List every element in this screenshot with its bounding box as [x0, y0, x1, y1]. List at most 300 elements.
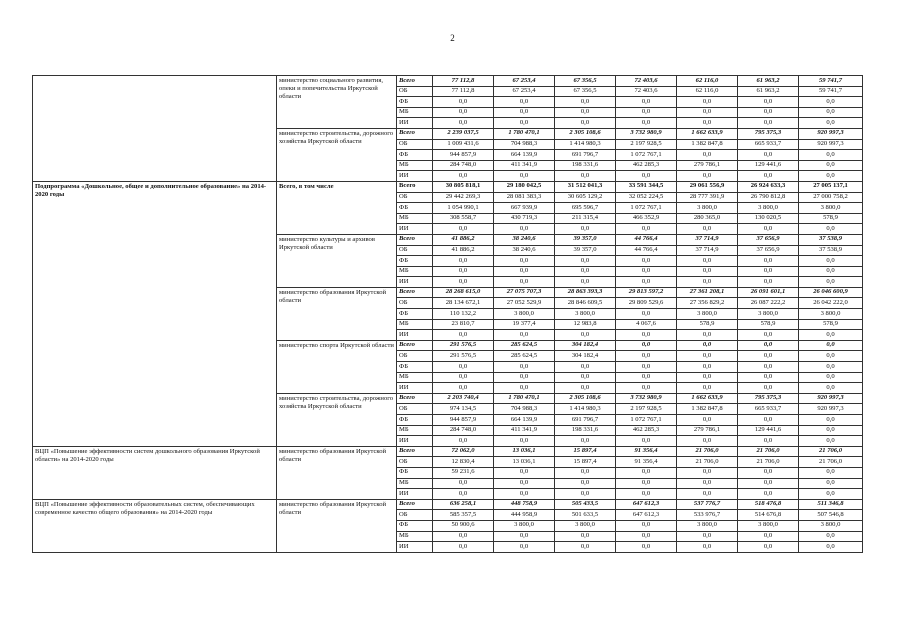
funding-source-cell: Всего	[397, 499, 433, 510]
amount-cell: 0,0	[555, 330, 616, 341]
amount-cell: 67 356,5	[555, 76, 616, 87]
amount-cell: 0,0	[677, 224, 738, 235]
funding-source-cell: ФБ	[397, 97, 433, 108]
amount-cell: 1 414 980,3	[555, 404, 616, 415]
funding-source-cell: ФБ	[397, 203, 433, 214]
amount-cell: 3 800,0	[677, 520, 738, 531]
amount-cell: 0,0	[799, 415, 863, 426]
amount-cell: 29 809 529,6	[616, 298, 677, 309]
funding-source-cell: ФБ	[397, 150, 433, 161]
amount-cell: 0,0	[616, 97, 677, 108]
amount-cell: 0,0	[677, 150, 738, 161]
amount-cell: 1 780 470,1	[494, 393, 555, 404]
amount-cell: 0,0	[555, 436, 616, 447]
amount-cell: 462 285,3	[616, 160, 677, 171]
amount-cell: 28 134 672,1	[433, 298, 494, 309]
amount-cell: 21 706,0	[799, 446, 863, 457]
amount-cell: 3 800,0	[494, 309, 555, 320]
amount-cell: 0,0	[616, 478, 677, 489]
amount-cell: 0,0	[677, 478, 738, 489]
program-name-cell: ВЦП «Повышение эффективности систем дошкольного образования Иркутской области» на 2014-2020 годы	[33, 446, 277, 499]
executor-name-cell: министерство строительства, дорожного хозяйства Иркутской области	[277, 393, 397, 446]
amount-cell: 27 356 829,2	[677, 298, 738, 309]
amount-cell: 0,0	[738, 150, 799, 161]
amount-cell: 0,0	[677, 97, 738, 108]
amount-cell: 26 790 812,8	[738, 192, 799, 203]
amount-cell: 0,0	[616, 309, 677, 320]
funding-source-cell: МБ	[397, 213, 433, 224]
amount-cell: 41 886,2	[433, 245, 494, 256]
amount-cell: 3 732 980,9	[616, 393, 677, 404]
amount-cell: 0,0	[799, 531, 863, 542]
funding-source-cell: ФБ	[397, 520, 433, 531]
amount-cell: 0,0	[738, 330, 799, 341]
funding-source-cell: ОБ	[397, 86, 433, 97]
amount-cell: 30 605 129,2	[555, 192, 616, 203]
amount-cell: 444 958,9	[494, 510, 555, 521]
table-row	[33, 181, 863, 192]
amount-cell: 39 357,0	[555, 245, 616, 256]
funding-source-cell: ОБ	[397, 192, 433, 203]
funding-source-cell: МБ	[397, 478, 433, 489]
amount-cell: 585 357,5	[433, 510, 494, 521]
amount-cell: 0,0	[738, 97, 799, 108]
amount-cell: 0,0	[738, 415, 799, 426]
funding-source-cell: ИИ	[397, 542, 433, 553]
amount-cell: 27 361 208,1	[677, 287, 738, 298]
amount-cell: 0,0	[677, 383, 738, 394]
amount-cell: 2 239 037,5	[433, 128, 494, 139]
amount-cell: 0,0	[494, 330, 555, 341]
amount-cell: 77 112,8	[433, 76, 494, 87]
amount-cell: 38 240,6	[494, 234, 555, 245]
amount-cell: 507 546,8	[799, 510, 863, 521]
funding-source-cell: ОБ	[397, 298, 433, 309]
amount-cell: 0,0	[433, 542, 494, 553]
amount-cell: 0,0	[433, 224, 494, 235]
amount-cell: 291 576,5	[433, 351, 494, 362]
amount-cell: 0,0	[555, 362, 616, 373]
funding-source-cell: ОБ	[397, 457, 433, 468]
amount-cell: 0,0	[738, 277, 799, 288]
amount-cell: 0,0	[677, 171, 738, 182]
funding-source-cell: Всего	[397, 446, 433, 457]
amount-cell: 0,0	[677, 340, 738, 351]
amount-cell: 21 706,0	[738, 446, 799, 457]
amount-cell: 0,0	[799, 266, 863, 277]
amount-cell: 0,0	[555, 118, 616, 129]
funding-source-cell: Всего	[397, 76, 433, 87]
amount-cell: 0,0	[616, 224, 677, 235]
amount-cell: 13 036,1	[494, 446, 555, 457]
table-row	[33, 76, 863, 87]
funding-source-cell: ФБ	[397, 309, 433, 320]
amount-cell: 130 020,5	[738, 213, 799, 224]
amount-cell: 32 052 224,5	[616, 192, 677, 203]
funding-source-cell: ИИ	[397, 489, 433, 500]
amount-cell: 664 139,9	[494, 415, 555, 426]
amount-cell: 0,0	[677, 266, 738, 277]
amount-cell: 0,0	[616, 489, 677, 500]
amount-cell: 285 624,5	[494, 340, 555, 351]
funding-source-cell: ИИ	[397, 436, 433, 447]
funding-source-cell: МБ	[397, 531, 433, 542]
amount-cell: 0,0	[616, 118, 677, 129]
amount-cell: 0,0	[738, 372, 799, 383]
amount-cell: 0,0	[433, 171, 494, 182]
amount-cell: 1 072 767,1	[616, 203, 677, 214]
amount-cell: 37 656,9	[738, 234, 799, 245]
funding-source-cell: ИИ	[397, 171, 433, 182]
amount-cell: 28 268 615,0	[433, 287, 494, 298]
amount-cell: 0,0	[555, 97, 616, 108]
amount-cell: 0,0	[616, 256, 677, 267]
program-name-cell: Подпрограмма «Дошкольное, общее и дополнительное образование» на 2014-2020 годы	[33, 181, 277, 446]
amount-cell: 2 305 108,6	[555, 128, 616, 139]
amount-cell: 308 558,7	[433, 213, 494, 224]
amount-cell: 0,0	[616, 351, 677, 362]
budget-table	[32, 75, 863, 553]
amount-cell: 62 116,0	[677, 86, 738, 97]
amount-cell: 62 116,0	[677, 76, 738, 87]
amount-cell: 33 591 344,5	[616, 181, 677, 192]
amount-cell: 0,0	[433, 118, 494, 129]
amount-cell: 0,0	[799, 118, 863, 129]
amount-cell: 0,0	[616, 542, 677, 553]
amount-cell: 0,0	[677, 330, 738, 341]
amount-cell: 0,0	[616, 277, 677, 288]
amount-cell: 0,0	[799, 425, 863, 436]
amount-cell: 129 441,6	[738, 160, 799, 171]
amount-cell: 0,0	[494, 372, 555, 383]
amount-cell: 0,0	[799, 383, 863, 394]
amount-cell: 665 933,7	[738, 139, 799, 150]
amount-cell: 198 331,6	[555, 160, 616, 171]
funding-source-cell: ФБ	[397, 467, 433, 478]
amount-cell: 15 897,4	[555, 457, 616, 468]
amount-cell: 537 776,7	[677, 499, 738, 510]
amount-cell: 37 538,9	[799, 234, 863, 245]
amount-cell: 59 231,6	[433, 467, 494, 478]
amount-cell: 0,0	[738, 467, 799, 478]
amount-cell: 466 352,9	[616, 213, 677, 224]
amount-cell: 0,0	[494, 467, 555, 478]
amount-cell: 647 612,3	[616, 510, 677, 521]
amount-cell: 0,0	[738, 489, 799, 500]
amount-cell: 21 706,0	[738, 457, 799, 468]
table-row	[33, 446, 863, 457]
amount-cell: 0,0	[677, 531, 738, 542]
amount-cell: 72 062,0	[433, 446, 494, 457]
amount-cell: 0,0	[616, 266, 677, 277]
amount-cell: 704 988,3	[494, 404, 555, 415]
amount-cell: 0,0	[555, 467, 616, 478]
funding-source-cell: Всего	[397, 287, 433, 298]
amount-cell: 3 800,0	[555, 309, 616, 320]
amount-cell: 0,0	[677, 542, 738, 553]
amount-cell: 285 624,5	[494, 351, 555, 362]
amount-cell: 1 414 980,3	[555, 139, 616, 150]
amount-cell: 0,0	[494, 542, 555, 553]
amount-cell: 0,0	[738, 531, 799, 542]
amount-cell: 26 091 601,1	[738, 287, 799, 298]
amount-cell: 0,0	[555, 531, 616, 542]
amount-cell: 0,0	[433, 266, 494, 277]
amount-cell: 72 403,6	[616, 76, 677, 87]
amount-cell: 3 800,0	[738, 520, 799, 531]
amount-cell: 0,0	[677, 362, 738, 373]
amount-cell: 0,0	[433, 531, 494, 542]
amount-cell: 695 596,7	[555, 203, 616, 214]
amount-cell: 0,0	[433, 489, 494, 500]
amount-cell: 77 112,8	[433, 86, 494, 97]
amount-cell: 0,0	[799, 97, 863, 108]
amount-cell: 0,0	[616, 531, 677, 542]
amount-cell: 411 341,9	[494, 425, 555, 436]
amount-cell: 533 976,7	[677, 510, 738, 521]
amount-cell: 3 800,0	[494, 520, 555, 531]
amount-cell: 0,0	[616, 340, 677, 351]
amount-cell: 578,9	[799, 319, 863, 330]
amount-cell: 0,0	[494, 266, 555, 277]
amount-cell: 28 846 609,5	[555, 298, 616, 309]
funding-source-cell: ИИ	[397, 224, 433, 235]
amount-cell: 67 253,4	[494, 86, 555, 97]
amount-cell: 50 900,6	[433, 520, 494, 531]
amount-cell: 0,0	[799, 467, 863, 478]
amount-cell: 15 897,4	[555, 446, 616, 457]
amount-cell: 920 997,3	[799, 139, 863, 150]
amount-cell: 0,0	[799, 224, 863, 235]
amount-cell: 1 662 633,9	[677, 393, 738, 404]
amount-cell: 0,0	[738, 542, 799, 553]
amount-cell: 31 512 041,3	[555, 181, 616, 192]
amount-cell: 39 357,0	[555, 234, 616, 245]
amount-cell: 3 800,0	[738, 309, 799, 320]
amount-cell: 0,0	[616, 436, 677, 447]
amount-cell: 578,9	[799, 213, 863, 224]
amount-cell: 280 365,0	[677, 213, 738, 224]
funding-source-cell: ОБ	[397, 245, 433, 256]
amount-cell: 0,0	[799, 330, 863, 341]
amount-cell: 647 612,3	[616, 499, 677, 510]
amount-cell: 21 706,0	[799, 457, 863, 468]
program-name-cell	[33, 76, 277, 182]
amount-cell: 4 067,6	[616, 319, 677, 330]
amount-cell: 0,0	[799, 542, 863, 553]
funding-source-cell: МБ	[397, 160, 433, 171]
amount-cell: 284 748,0	[433, 160, 494, 171]
amount-cell: 691 796,7	[555, 150, 616, 161]
amount-cell: 0,0	[494, 362, 555, 373]
amount-cell: 0,0	[616, 107, 677, 118]
amount-cell: 0,0	[433, 436, 494, 447]
amount-cell: 3 800,0	[799, 203, 863, 214]
amount-cell: 0,0	[433, 107, 494, 118]
amount-cell: 59 741,7	[799, 76, 863, 87]
amount-cell: 0,0	[738, 171, 799, 182]
amount-cell: 27 000 758,2	[799, 192, 863, 203]
amount-cell: 1 054 990,1	[433, 203, 494, 214]
executor-name-cell: министерство спорта Иркутской области	[277, 340, 397, 393]
amount-cell: 0,0	[677, 277, 738, 288]
amount-cell: 691 796,7	[555, 415, 616, 426]
amount-cell: 0,0	[799, 107, 863, 118]
amount-cell: 0,0	[738, 256, 799, 267]
amount-cell: 920 997,3	[799, 393, 863, 404]
amount-cell: 0,0	[738, 107, 799, 118]
amount-cell: 0,0	[738, 118, 799, 129]
amount-cell: 91 356,4	[616, 446, 677, 457]
amount-cell: 0,0	[799, 362, 863, 373]
amount-cell: 0,0	[494, 224, 555, 235]
amount-cell: 0,0	[616, 520, 677, 531]
amount-cell: 279 786,1	[677, 160, 738, 171]
amount-cell: 0,0	[616, 383, 677, 394]
amount-cell: 0,0	[616, 362, 677, 373]
amount-cell: 28 081 383,3	[494, 192, 555, 203]
amount-cell: 704 988,3	[494, 139, 555, 150]
amount-cell: 944 857,9	[433, 150, 494, 161]
amount-cell: 91 356,4	[616, 457, 677, 468]
amount-cell: 12 983,8	[555, 319, 616, 330]
funding-source-cell: Всего	[397, 393, 433, 404]
amount-cell: 304 182,4	[555, 351, 616, 362]
amount-cell: 2 197 928,5	[616, 404, 677, 415]
amount-cell: 0,0	[494, 531, 555, 542]
amount-cell: 0,0	[799, 340, 863, 351]
amount-cell: 27 052 529,9	[494, 298, 555, 309]
amount-cell: 1 382 847,8	[677, 404, 738, 415]
amount-cell: 291 576,5	[433, 340, 494, 351]
amount-cell: 21 706,0	[677, 457, 738, 468]
funding-source-cell: МБ	[397, 107, 433, 118]
amount-cell: 0,0	[555, 107, 616, 118]
funding-source-cell: МБ	[397, 425, 433, 436]
amount-cell: 61 963,2	[738, 76, 799, 87]
funding-source-cell: МБ	[397, 266, 433, 277]
amount-cell: 44 766,4	[616, 245, 677, 256]
amount-cell: 0,0	[677, 256, 738, 267]
amount-cell: 0,0	[799, 150, 863, 161]
amount-cell: 920 997,3	[799, 404, 863, 415]
amount-cell: 0,0	[433, 362, 494, 373]
amount-cell: 1 072 767,1	[616, 415, 677, 426]
amount-cell: 12 830,4	[433, 457, 494, 468]
amount-cell: 578,9	[677, 319, 738, 330]
amount-cell: 0,0	[738, 224, 799, 235]
amount-cell: 28 777 391,9	[677, 192, 738, 203]
amount-cell: 72 403,6	[616, 86, 677, 97]
amount-cell: 0,0	[616, 330, 677, 341]
amount-cell: 0,0	[799, 436, 863, 447]
amount-cell: 1 662 633,9	[677, 128, 738, 139]
amount-cell: 0,0	[433, 256, 494, 267]
executor-name-cell: министерство образования Иркутской области	[277, 446, 397, 499]
amount-cell: 0,0	[677, 351, 738, 362]
amount-cell: 0,0	[555, 224, 616, 235]
amount-cell: 23 810,7	[433, 319, 494, 330]
amount-cell: 974 134,5	[433, 404, 494, 415]
amount-cell: 26 042 222,0	[799, 298, 863, 309]
amount-cell: 2 305 108,6	[555, 393, 616, 404]
amount-cell: 29 442 269,3	[433, 192, 494, 203]
amount-cell: 61 963,2	[738, 86, 799, 97]
amount-cell: 0,0	[555, 542, 616, 553]
amount-cell: 30 805 818,1	[433, 181, 494, 192]
amount-cell: 26 046 600,9	[799, 287, 863, 298]
amount-cell: 0,0	[677, 467, 738, 478]
amount-cell: 505 433,5	[555, 499, 616, 510]
amount-cell: 578,9	[738, 319, 799, 330]
amount-cell: 0,0	[616, 467, 677, 478]
amount-cell: 44 766,4	[616, 234, 677, 245]
amount-cell: 19 377,4	[494, 319, 555, 330]
amount-cell: 511 346,8	[799, 499, 863, 510]
amount-cell: 26 924 633,3	[738, 181, 799, 192]
funding-source-cell: ФБ	[397, 362, 433, 373]
amount-cell: 13 036,1	[494, 457, 555, 468]
funding-source-cell: ФБ	[397, 415, 433, 426]
amount-cell: 0,0	[433, 277, 494, 288]
amount-cell: 37 714,9	[677, 245, 738, 256]
amount-cell: 26 087 222,2	[738, 298, 799, 309]
amount-cell: 1 382 847,8	[677, 139, 738, 150]
executor-name-cell: министерство образования Иркутской области	[277, 287, 397, 340]
amount-cell: 41 886,2	[433, 234, 494, 245]
amount-cell: 0,0	[555, 478, 616, 489]
page-number: 2	[450, 33, 455, 43]
funding-source-cell: Всего	[397, 234, 433, 245]
funding-source-cell: ФБ	[397, 256, 433, 267]
amount-cell: 0,0	[738, 266, 799, 277]
amount-cell: 0,0	[677, 107, 738, 118]
amount-cell: 3 800,0	[555, 520, 616, 531]
amount-cell: 0,0	[555, 256, 616, 267]
amount-cell: 0,0	[738, 340, 799, 351]
funding-source-cell: Всего	[397, 181, 433, 192]
amount-cell: 411 341,9	[494, 160, 555, 171]
budget-table-body	[33, 76, 863, 553]
amount-cell: 0,0	[555, 266, 616, 277]
amount-cell: 636 258,1	[433, 499, 494, 510]
amount-cell: 2 197 928,5	[616, 139, 677, 150]
amount-cell: 0,0	[677, 489, 738, 500]
amount-cell: 2 203 740,4	[433, 393, 494, 404]
amount-cell: 0,0	[738, 478, 799, 489]
amount-cell: 0,0	[799, 372, 863, 383]
amount-cell: 0,0	[616, 372, 677, 383]
amount-cell: 0,0	[433, 383, 494, 394]
executor-name-cell: министерство социального развития, опеки и попечительства Иркутской области	[277, 76, 397, 129]
amount-cell: 28 863 393,3	[555, 287, 616, 298]
amount-cell: 3 800,0	[677, 203, 738, 214]
amount-cell: 304 182,4	[555, 340, 616, 351]
amount-cell: 0,0	[494, 277, 555, 288]
amount-cell: 0,0	[555, 383, 616, 394]
amount-cell: 27 075 707,3	[494, 287, 555, 298]
funding-source-cell: ИИ	[397, 383, 433, 394]
amount-cell: 279 786,1	[677, 425, 738, 436]
amount-cell: 3 800,0	[738, 203, 799, 214]
amount-cell: 29 180 042,5	[494, 181, 555, 192]
amount-cell: 0,0	[677, 436, 738, 447]
amount-cell: 1 009 431,6	[433, 139, 494, 150]
amount-cell: 667 939,9	[494, 203, 555, 214]
amount-cell: 0,0	[494, 489, 555, 500]
amount-cell: 3 732 980,9	[616, 128, 677, 139]
funding-source-cell: ОБ	[397, 510, 433, 521]
